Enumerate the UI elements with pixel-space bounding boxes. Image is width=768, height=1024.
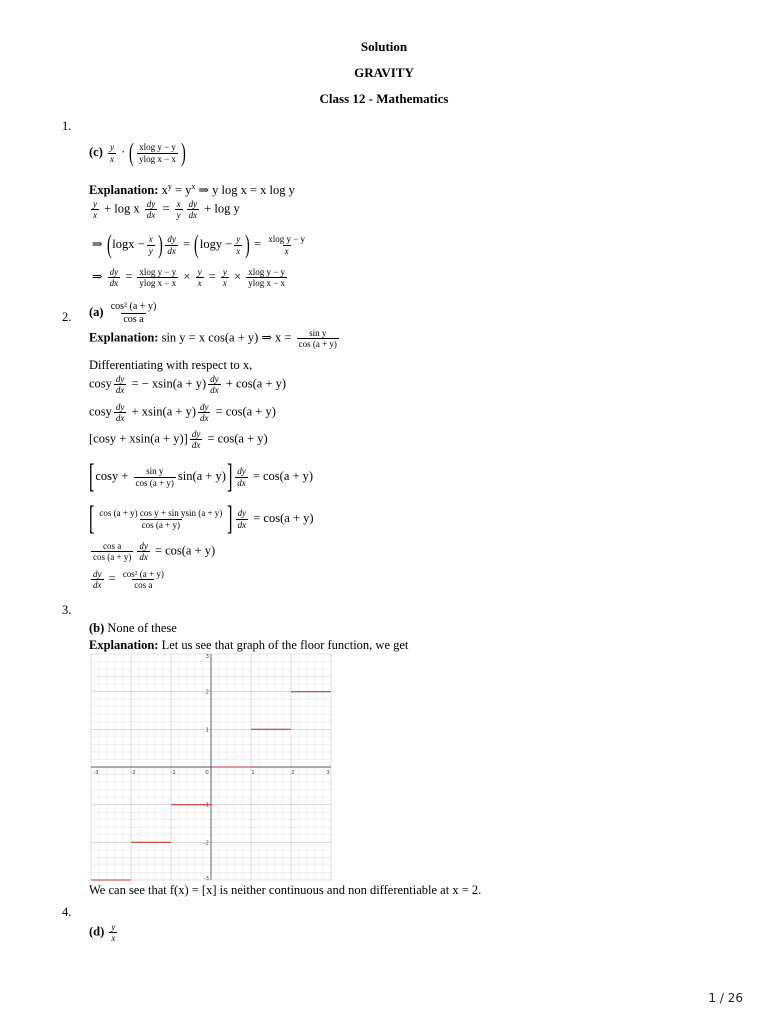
q2-step-3: [cosy + xsin(a + y)] $\frac{dy}{dx}$ = cos(a + y) <box>89 429 268 451</box>
q1-line4: ⇒ $\frac{dy}{dx}$ = $\frac{\text{xlog y − y}}{\text{ylog x − x}}$ × $\frac{y}{x}$ = $\frac{y}{x}$ × $\frac{\text{xlog y − y}}{\text{ylog x − x}}$ <box>92 267 286 289</box>
y-tick-label: 1 <box>205 727 209 734</box>
q3-conclusion: We can see that f(x) = [x] is neither continuous and non differentiable at x = 2. <box>89 883 482 897</box>
y-tick-label: -3 <box>203 876 209 882</box>
q1-explanation-label: Explanation: <box>89 183 159 198</box>
x-tick-label: 2 <box>291 770 295 776</box>
q1-answer-outer-fraction: $\frac{y}{x}$ <box>110 142 114 164</box>
x-tick-label: -3 <box>93 770 99 776</box>
q3-explanation-line: Explanation: Let us see that graph of the floor function, we get <box>89 638 409 652</box>
x-tick-label: 3 <box>326 770 330 776</box>
x-tick-label: 0 <box>205 770 209 776</box>
q4-option: (d) <box>89 924 105 939</box>
question-number-2: 2. <box>62 310 72 324</box>
question-number-3: 3. <box>62 603 72 617</box>
y-tick-label: 2 <box>205 689 209 696</box>
q1-line3: ⇒ (logx − $\frac{x}{y}$ ) $\frac{dy}{dx}$ = (logy − $\frac{y}{x}$ ) = $\frac{\text{xlog y − y}}{x}$ <box>92 230 306 259</box>
q2-option: (a) <box>89 304 104 319</box>
q2-explanation-label: Explanation: <box>89 330 159 345</box>
q2-step-5: [ $\frac{\text{cos (a + y) cos y + sin ysin (a + y)}}{\cos (a + y)}$ ] $\frac{dy}{dx}$ = cos(a + y) <box>88 500 314 537</box>
q2-answer: (a) $\frac{\text{cos² (a + y)}}{\text{cos a}}$ <box>89 301 157 325</box>
q1-line2: $\frac{y}{x}$ + log x $\frac{dy}{dx}$ = $\frac{x}{y}$ $\frac{dy}{dx}$ + log y <box>93 199 240 221</box>
solution-heading: Solution <box>360 39 408 54</box>
y-tick-label: 3 <box>205 654 209 660</box>
q2-step-1: cosy $\frac{dy}{dx}$ = − xsin(a + y) $\frac{dy}{dx}$ + cos(a + y) <box>89 374 287 396</box>
q1-option: (c) <box>89 144 103 159</box>
q2-step-4: [cosy + $\frac{\text{sin y}}{\cos (a + y)}$ sin(a + y)] $\frac{dy}{dx}$ = cos(a + y) <box>88 458 314 495</box>
q3-option: (b) <box>89 621 105 635</box>
floor-function-graph <box>89 652 333 882</box>
q3-answer <box>89 622 177 635</box>
x-tick-label: 1 <box>251 770 255 776</box>
q2-differentiating-text: Differentiating with respect to x, <box>89 358 253 372</box>
page-number: 1 / 26 <box>708 991 743 1005</box>
x-tick-label: -2 <box>130 770 136 776</box>
q3-explanation-label: Explanation: <box>89 638 159 652</box>
q2-step-6: $\frac{\text{cos a}}{\cos (a + y)}$ $\frac{dy}{dx}$ = cos(a + y) <box>93 541 216 563</box>
q1-answer: (c) $\frac{y}{x}$ · ( $\frac{\text{xlog y − y}}{\text{ylog x − x}}$ ) <box>89 138 186 167</box>
class-heading: Class 12 - Mathematics <box>319 91 449 106</box>
chapter-heading: GRAVITY <box>354 65 414 80</box>
q3-answer-text: None of these <box>107 621 177 635</box>
q2-step-7: $\frac{dy}{dx}$ = $\frac{\text{cos² (a + y)}}{\text{cos a}}$ <box>93 569 164 591</box>
q1-line1-rest: ⇒ y log x = x log y <box>198 183 295 198</box>
q1-answer-inner-fraction: $\frac{\text{xlog y − y}}{\text{ylog x − x}}$ <box>139 142 176 164</box>
y-tick-label: -2 <box>203 840 209 847</box>
x-tick-label: -1 <box>170 770 176 776</box>
q2-explanation-line: Explanation: sin y = x cos(a + y) ⇒ x = $\frac{\text{sin y}}{\cos (a + y)}$ <box>89 328 337 350</box>
question-number-1: 1. <box>62 119 72 133</box>
question-number-4: 4. <box>62 905 72 919</box>
q1-explanation-line: Explanation: $x^y = y^x$ ⇒ y log x = x log y <box>89 182 295 198</box>
q2-step-2: cosy $\frac{dy}{dx}$ + xsin(a + y) $\frac{dy}{dx}$ = cos(a + y) <box>89 402 276 424</box>
q1-dot: · <box>121 144 126 159</box>
y-tick-label: -1 <box>203 802 209 809</box>
q4-answer: (d) $\frac{y}{x}$ <box>89 922 116 944</box>
